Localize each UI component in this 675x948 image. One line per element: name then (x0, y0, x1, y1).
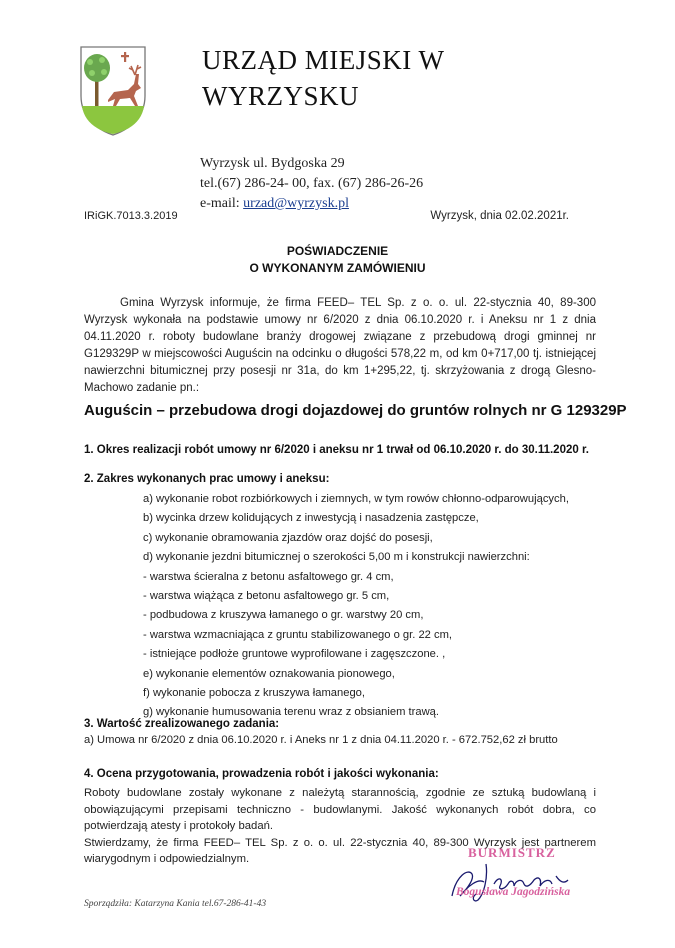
list-item: - warstwa wiążąca z betonu asfaltowego gr. 5 cm, (143, 589, 390, 602)
section-2-heading: 2. Zakres wykonanych prac umowy i aneksu: (84, 473, 330, 485)
list-item: - podbudowa z kruszywa łamanego o gr. warstwy 20 cm, (143, 609, 424, 622)
list-item: f) wykonanie pobocza z kruszywa łamanego, (143, 686, 365, 699)
contract-value-line: a) Umowa nr 6/2020 z dnia 06.10.2020 r. i Aneks nr 1 z dnia 04.11.2020 r. - 672.752,62 zł brutto (84, 734, 558, 746)
list-item: c) wykonanie obramowania zjazdów oraz dojść do posesji, (143, 531, 433, 544)
assessment-paragraph: Roboty budowlane zostały wykonane z należytą starannością, zgodnie ze sztuką budowlaną i obowiązującymi przepisami techniczno - budowlanymi. Jakość wykonanych robót dobra, co potwierdzają atesty i protokoły badań. (84, 787, 596, 832)
list-item: g) wykonanie humusowania terenu wraz z obsianiem trawą. (143, 706, 439, 719)
coat-of-arms-logo (78, 44, 148, 138)
list-item: d) wykonanie jezdni bitumicznej o szerokości 5,00 m i konstrukcji nawierzchni: (143, 551, 530, 564)
mayor-stamp-title: BURMISTRZ (468, 845, 556, 860)
document-title-line1: POŚWIADCZENIE (286, 244, 389, 258)
project-title: Auguścin – przebudowa drogi dojazdowej do gruntów rolnych nr G 129329P (84, 402, 627, 419)
reference-number: IRiGK.7013.3.2019 (84, 210, 178, 222)
office-name-line2: WYRZYSKU (202, 81, 359, 111)
handwritten-signature (438, 856, 588, 906)
office-name-line1: URZĄD MIEJSKI W (202, 45, 445, 75)
address-line: Wyrzysk ul. Bydgoska 29 (200, 156, 345, 171)
list-item: - warstwa wzmacniająca z gruntu stabilizowanego o gr. 22 cm, (143, 628, 453, 641)
list-item: a) wykonanie robot rozbiórkowych i ziemnych, w tym rowów chłonno-odparowujących, (143, 493, 569, 505)
date-line: Wyrzysk, dnia 02.02.2021r. (430, 210, 569, 222)
phone-line: tel.(67) 286-24- 00, fax. (67) 286-26-26 (200, 176, 424, 191)
intro-paragraph: Gmina Wyrzysk informuje, że firma FEED– TEL Sp. z o. o. ul. 22-stycznia 40, 89-300 Wyrzysk wykonała na podstawie umowy nr 6/2020 z dnia 06.10.2020 r. i Aneksu nr 1 z dnia 04.11.2020 r. roboty budowlane branży drogowej związane z przebudową drogi gminnej nr G129329P w miejscowości Auguścin na odcinku o długości 578,22 m, od km 0+717,00 tj. istniejącej nawierzchni bitumicznej przy posesji nr 31a, do km 1+295,22, tj. skrzyżowania z drogą Glesno-Machowo zadanie pn.: (84, 297, 596, 394)
recommendation-paragraph: Stwierdzamy, że firma FEED– TEL Sp. z o. o. ul. 22-stycznia 40, 89-300 Wyrzysk jest partnerem wiarygodnym i odpowiedzialnym. (84, 836, 596, 865)
email-label: e-mail: (200, 196, 244, 211)
email-line (200, 196, 349, 212)
document-title-line2: O WYKONANYM ZAMÓWIENIU (249, 261, 426, 275)
section-4-heading: 4. Ocena przygotowania, prowadzenia robót i jakości wykonania: (84, 768, 439, 780)
section-1-period: 1. Okres realizacji robót umowy nr 6/2020 i aneksu nr 1 trwał od 06.10.2020 r. do 30.11.2020 r. (84, 444, 589, 456)
office-name (202, 42, 445, 114)
list-item: b) wycinka drzew kolidujących z inwestycją i nasadzenia zastępcze, (143, 512, 479, 525)
section-3-heading: 3. Wartość zrealizowanego zadania: (84, 718, 280, 730)
email-link[interactable]: urzad@wyrzysk.pl (243, 196, 349, 211)
list-item: - warstwa ścieralna z betonu asfaltowego gr. 4 cm, (143, 570, 394, 583)
mayor-stamp-name: Bogusława Jagodzińska (456, 886, 571, 898)
prepared-by-note: Sporządziła: Katarzyna Kania tel.67-286-41-43 (84, 899, 267, 909)
list-item: - istniejące podłoże gruntowe wyprofilowane i zagęszczone. , (143, 648, 446, 661)
scope-list (143, 490, 569, 723)
list-item: e) wykonanie elementów oznakowania pionowego, (143, 667, 395, 680)
